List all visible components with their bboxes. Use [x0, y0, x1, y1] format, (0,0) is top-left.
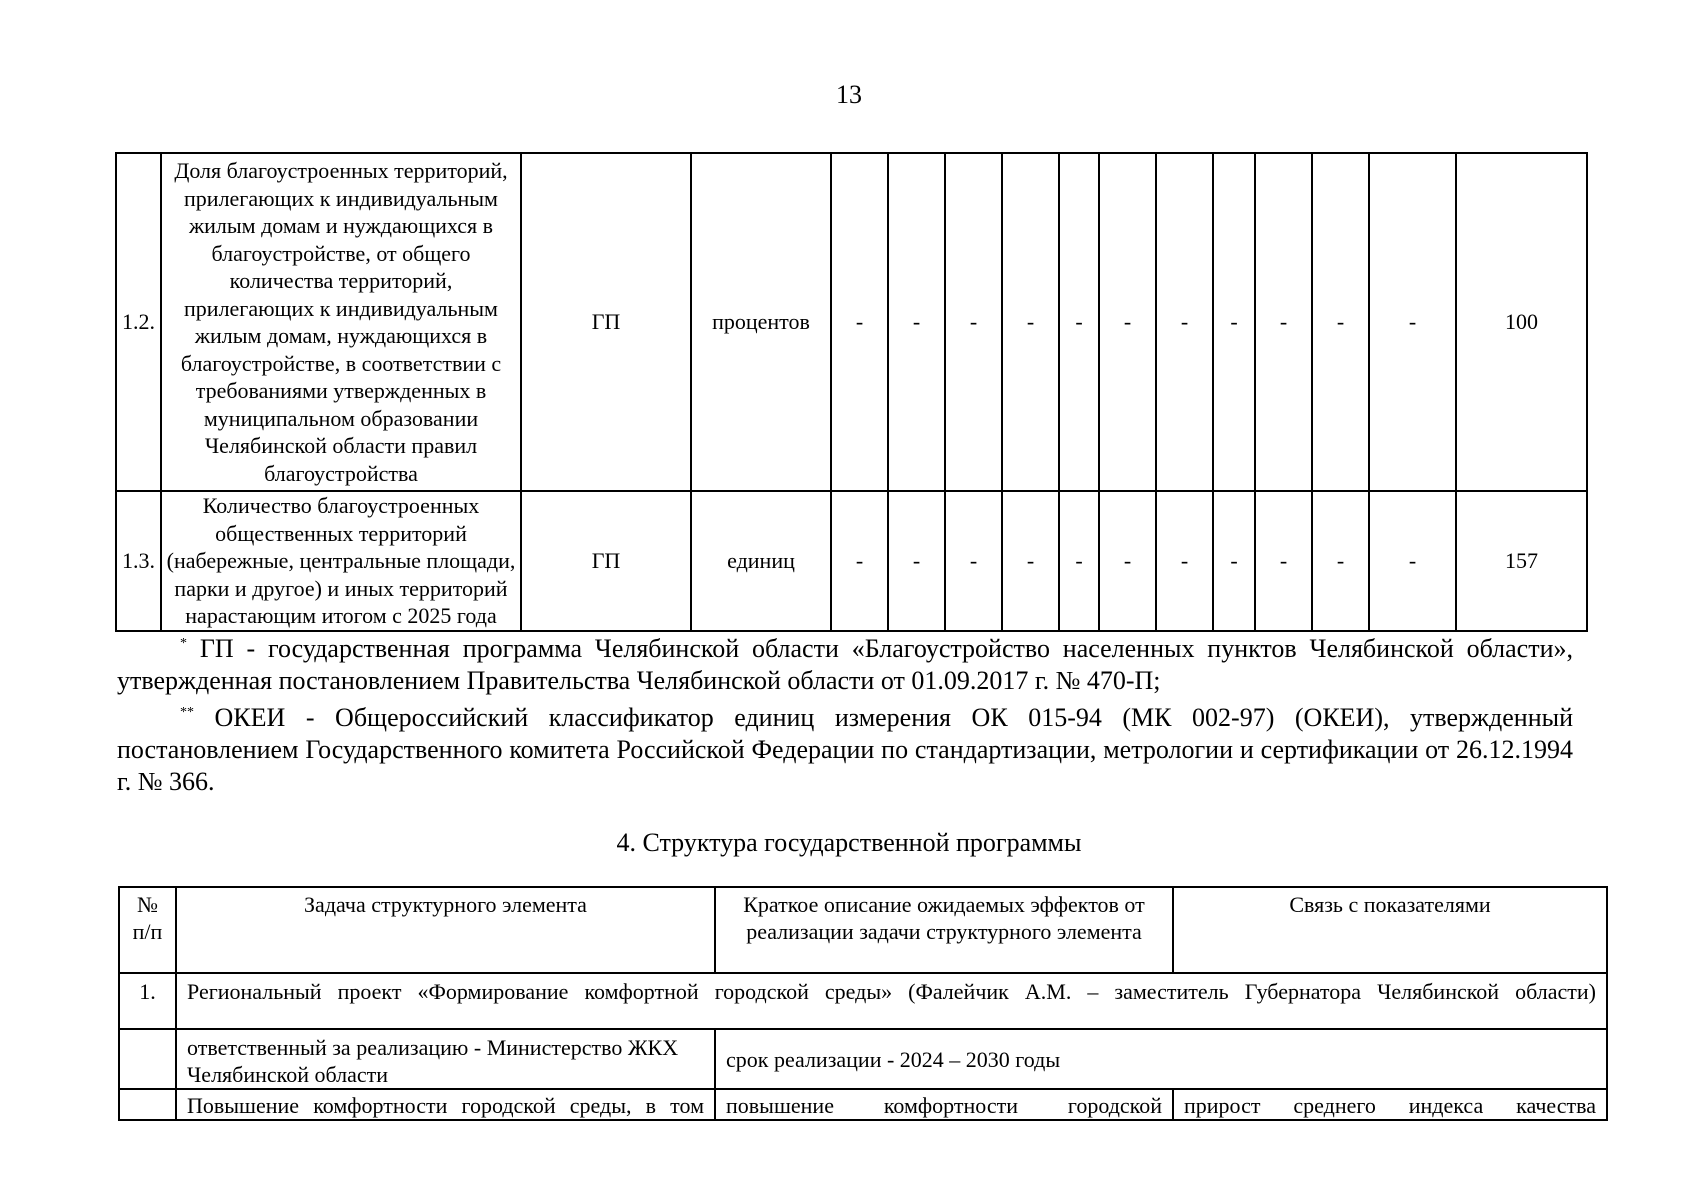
indicator-value: - — [1369, 491, 1456, 631]
footnotes — [117, 628, 1573, 798]
project-title: Региональный проект «Формирование комфортной городской среды» (Фалейчик А.М. – заместитель Губернатора Челябинской области) — [176, 973, 1607, 1029]
footnote-text: ГП - государственная программа Челябинской области «Благоустройство населенных пунктов Челябинской области», утвержденная постановлением Правительства Челябинской области от 01.09.2017 г. № 470-П; — [117, 634, 1573, 695]
header-num: № п/п — [119, 887, 176, 973]
indicator-value: - — [1312, 153, 1369, 491]
footnote-mark: * — [180, 636, 187, 651]
indicator-value: - — [1099, 491, 1156, 631]
indicator-value: - — [1156, 491, 1213, 631]
footnote-mark: ** — [180, 705, 194, 720]
link-cell: прирост среднего индекса качества — [1173, 1089, 1607, 1120]
page-number: 13 — [836, 80, 862, 109]
indicator-name: Доля благоустроенных территорий, прилегающих к индивидуальным жилым домам и нуждающихся в благоустройстве, от общего количества территорий, прилегающих к индивидуальным жилым домам, нуждающихся в благоустройстве, в соответствии с требованиями утвержденных в муниципальном образовании Челябинской области правил благоустройства — [161, 153, 521, 491]
indicator-value: - — [945, 491, 1002, 631]
indicator-value: - — [1059, 491, 1099, 631]
indicators-table — [115, 152, 1588, 632]
indicator-value: - — [1059, 153, 1099, 491]
section-heading: 4. Структура государственной программы — [616, 828, 1082, 857]
indicator-value: - — [1002, 491, 1059, 631]
indicator-value: - — [1099, 153, 1156, 491]
project-row — [119, 973, 1607, 1029]
indicator-final-value: 100 — [1456, 153, 1587, 491]
structure-header-row — [119, 887, 1607, 973]
indicator-value: - — [1255, 153, 1312, 491]
indicator-value: - — [1213, 153, 1255, 491]
project-num: 1. — [119, 973, 176, 1029]
indicator-unit: процентов — [691, 153, 831, 491]
indicator-name: Количество благоустроенных общественных территорий (набережные, центральные площади, парки и другое) и иных территорий нарастающим итогом с 2025 года — [161, 491, 521, 631]
task-row — [119, 1089, 1607, 1120]
header-task: Задача структурного элемента — [176, 887, 715, 973]
task-num-empty — [119, 1089, 176, 1120]
owner-period: срок реализации - 2024 – 2030 годы — [715, 1029, 1607, 1089]
footnote-text: ОКЕИ - Общероссийский классификатор единиц измерения ОК 015-94 (МК 002-97) (ОКЕИ), утвержденный постановлением Государственного комитета Российской Федерации по стандартизации, метрологии и сертификации от 26.12.1994 г. № 366. — [117, 703, 1573, 796]
indicator-final-value: 157 — [1456, 491, 1587, 631]
indicator-unit: единиц — [691, 491, 831, 631]
indicator-num: 1.3. — [116, 491, 161, 631]
indicator-row — [116, 153, 1587, 491]
indicator-value: - — [888, 491, 945, 631]
indicator-value: - — [1213, 491, 1255, 631]
header-link: Связь с показателями — [1173, 887, 1607, 973]
owner-row — [119, 1029, 1607, 1089]
effects-cell: повышение комфортности городской — [715, 1089, 1173, 1120]
footnote-gp — [117, 628, 1573, 697]
indicator-value: - — [831, 153, 888, 491]
indicator-value: - — [1156, 153, 1213, 491]
header-effects: Краткое описание ожидаемых эффектов от реализации задачи структурного элемента — [715, 887, 1173, 973]
structure-table — [118, 886, 1608, 1121]
task-cell: Повышение комфортности городской среды, в том — [176, 1089, 715, 1120]
indicator-value: - — [888, 153, 945, 491]
footnote-okei — [117, 697, 1573, 798]
indicator-row — [116, 491, 1587, 631]
owner-num-empty — [119, 1029, 176, 1089]
indicator-value: - — [945, 153, 1002, 491]
indicator-level: ГП — [521, 491, 691, 631]
indicator-value: - — [831, 491, 888, 631]
indicator-num: 1.2. — [116, 153, 161, 491]
indicator-value: - — [1002, 153, 1059, 491]
indicator-value: - — [1312, 491, 1369, 631]
owner-responsible: ответственный за реализацию - Министерство ЖКХ Челябинской области — [176, 1029, 715, 1089]
indicator-value: - — [1255, 491, 1312, 631]
indicator-value: - — [1369, 153, 1456, 491]
indicator-level: ГП — [521, 153, 691, 491]
